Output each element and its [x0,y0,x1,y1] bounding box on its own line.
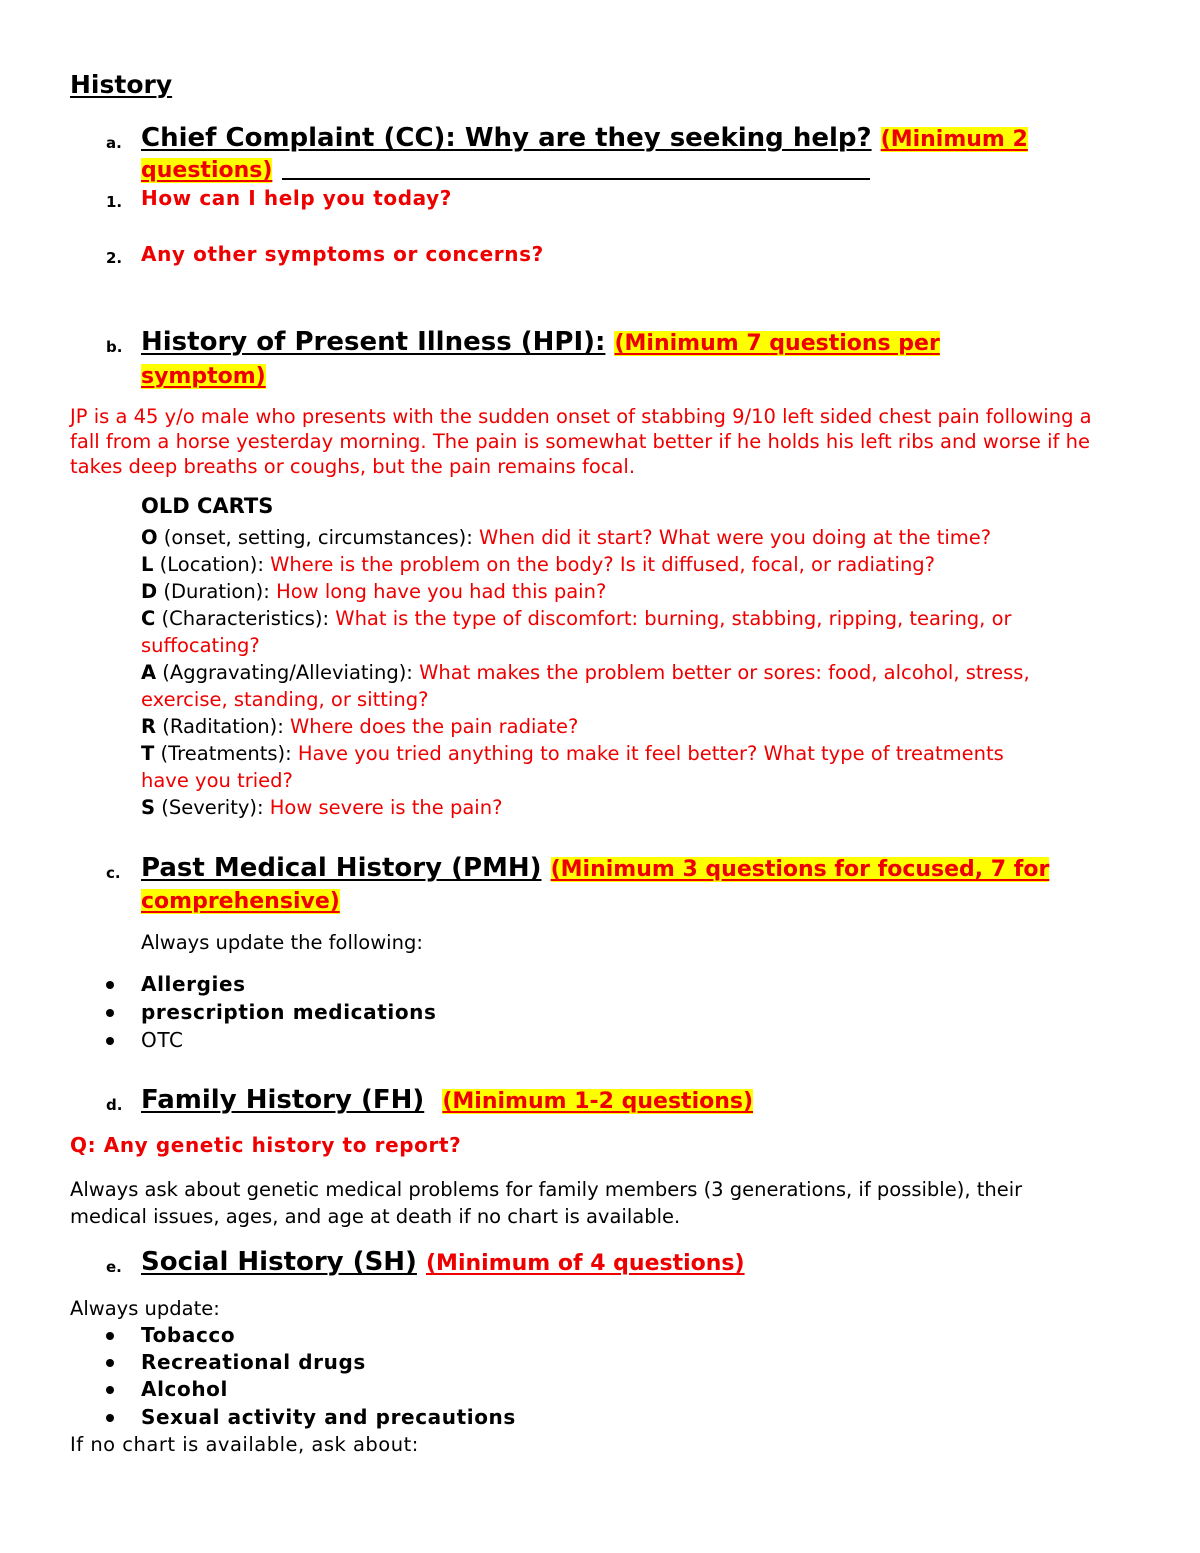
bullet-text: OTC [141,1028,184,1052]
page-title: History [70,70,173,99]
bullet-icon [106,1037,114,1045]
bullet-icon [106,1009,114,1017]
note-line: Always ask about genetic medical problems for family members (3 generations, if possible), their [70,1178,1023,1201]
bullet-text: Alcohol [141,1377,228,1401]
note-line: medical issues, ages, and age at death if no chart is available. [70,1205,681,1228]
requirement-note-cont: questions) [141,158,273,183]
section-heading-cont [141,884,340,918]
section-heading [141,122,1028,156]
bullet-icon [106,1359,114,1367]
underline-rule [282,178,870,180]
mnemonic-question: What is the type of discomfort: burning, stabbing, ripping, tearing, or [335,607,1012,630]
mnemonic-label: (Aggravating/Alleviating): [156,661,420,684]
heading-text: Family History (FH) [141,1085,425,1115]
case-description [70,404,1092,479]
section-marker: a. [106,134,122,152]
heading-text: Chief Complaint (CC): Why are they seeking help? [141,123,872,153]
requirement-note: (Minimum of 4 questions) [426,1251,745,1276]
mnemonic-label: (Location): [153,553,271,576]
mnemonic-list [141,524,1030,821]
mnemonic-label: (Duration): [157,580,277,603]
section-heading [141,1246,745,1280]
mnemonic-question-cont: exercise, standing, or sitting? [141,688,429,711]
mnemonic-label: (Characteristics): [155,607,336,630]
mnemonic-item-l [141,551,1030,578]
mnemonic-letter: S [141,796,156,819]
mnemonic-letter: L [141,553,154,576]
mnemonic-label: (Severity): [155,796,270,819]
requirement-note: (Minimum 1-2 questions) [442,1089,754,1114]
section-marker: c. [106,864,121,882]
mnemonic-item-o [141,524,1030,551]
requirement-note: (Minimum 3 questions for focused, 7 for [550,857,1050,882]
requirement-note-cont: symptom) [141,364,266,389]
mnemonic-question-cont: have you tried? [141,769,293,792]
mnemonic-letter: D [141,580,158,603]
requirement-note: (Minimum 7 questions per [614,331,940,356]
section-outro: If no chart is available, ask about: [70,1433,419,1456]
requirement-note: (Minimum 2 [880,127,1028,152]
section-heading-cont [141,153,272,187]
mnemonic-label: (Treatments): [154,742,298,765]
heading-text: Past Medical History (PMH) [141,853,542,883]
section-marker: b. [106,338,123,356]
mnemonic-letter: A [141,661,157,684]
mnemonic-label: (Raditation): [156,715,291,738]
mnemonic-question: Where is the problem on the body? Is it diffused, focal, or radiating? [270,553,936,576]
mnemonic-question: Have you tried anything to make it feel better? What type of treatments [297,742,1004,765]
list-number: 1. [106,193,123,211]
bullet-icon [106,1332,114,1340]
question-item: Any other symptoms or concerns? [141,242,544,266]
mnemonic-question: Where does the pain radiate? [290,715,579,738]
mnemonic-question: How long have you had this pain? [276,580,607,603]
section-heading [141,326,940,360]
mnemonic-question: How severe is the pain? [269,796,503,819]
bullet-text: Recreational drugs [141,1350,366,1374]
bullet-text: Sexual activity and precautions [141,1405,516,1429]
bullet-text: Allergies [141,972,246,996]
heading-text: Social History (SH) [141,1247,417,1277]
case-line: JP is a 45 y/o male who presents with the sudden onset of stabbing 9/10 left sided chest pain following a [70,405,1092,428]
mnemonic-label: (onset, setting, circumstances): [157,526,480,549]
section-marker: e. [106,1258,122,1276]
section-intro: Always update the following: [141,931,423,954]
question-item: How can I help you today? [141,186,452,210]
mnemonic-letter: R [141,715,157,738]
bullet-text: Tobacco [141,1323,236,1347]
mnemonic-item-a [141,659,1030,686]
requirement-note-cont: comprehensive) [141,889,340,914]
mnemonic-item-r [141,713,1030,740]
focus-question: Q: Any genetic history to report? [70,1133,462,1157]
section-heading [141,852,1049,886]
mnemonic-title: OLD CARTS [141,494,274,518]
bullet-icon [106,981,114,989]
mnemonic-item-d [141,578,1030,605]
mnemonic-letter: O [141,526,158,549]
bullet-text: prescription medications [141,1000,437,1024]
mnemonic-item-s [141,794,1030,821]
bullet-icon [106,1386,114,1394]
mnemonic-letter: T [141,742,155,765]
section-heading [141,1084,753,1118]
section-marker: d. [106,1096,123,1114]
list-number: 2. [106,249,123,267]
mnemonic-question: When did it start? What were you doing at the time? [479,526,992,549]
mnemonic-item-t [141,740,1030,767]
bullet-icon [106,1414,114,1422]
mnemonic-question: What makes the problem better or sores: food, alcohol, stress, [419,661,1030,684]
section-intro: Always update: [70,1297,220,1320]
mnemonic-question-cont: suffocating? [141,634,260,657]
section-note [70,1176,1022,1230]
heading-text: History of Present Illness (HPI): [141,327,606,357]
section-heading-cont [141,359,266,393]
case-line: takes deep breaths or coughs, but the pain remains focal. [70,455,636,478]
mnemonic-item-c [141,605,1030,632]
case-line: fall from a horse yesterday morning. The pain is somewhat better if he holds his left ribs and worse if he [70,430,1090,453]
mnemonic-letter: C [141,607,156,630]
